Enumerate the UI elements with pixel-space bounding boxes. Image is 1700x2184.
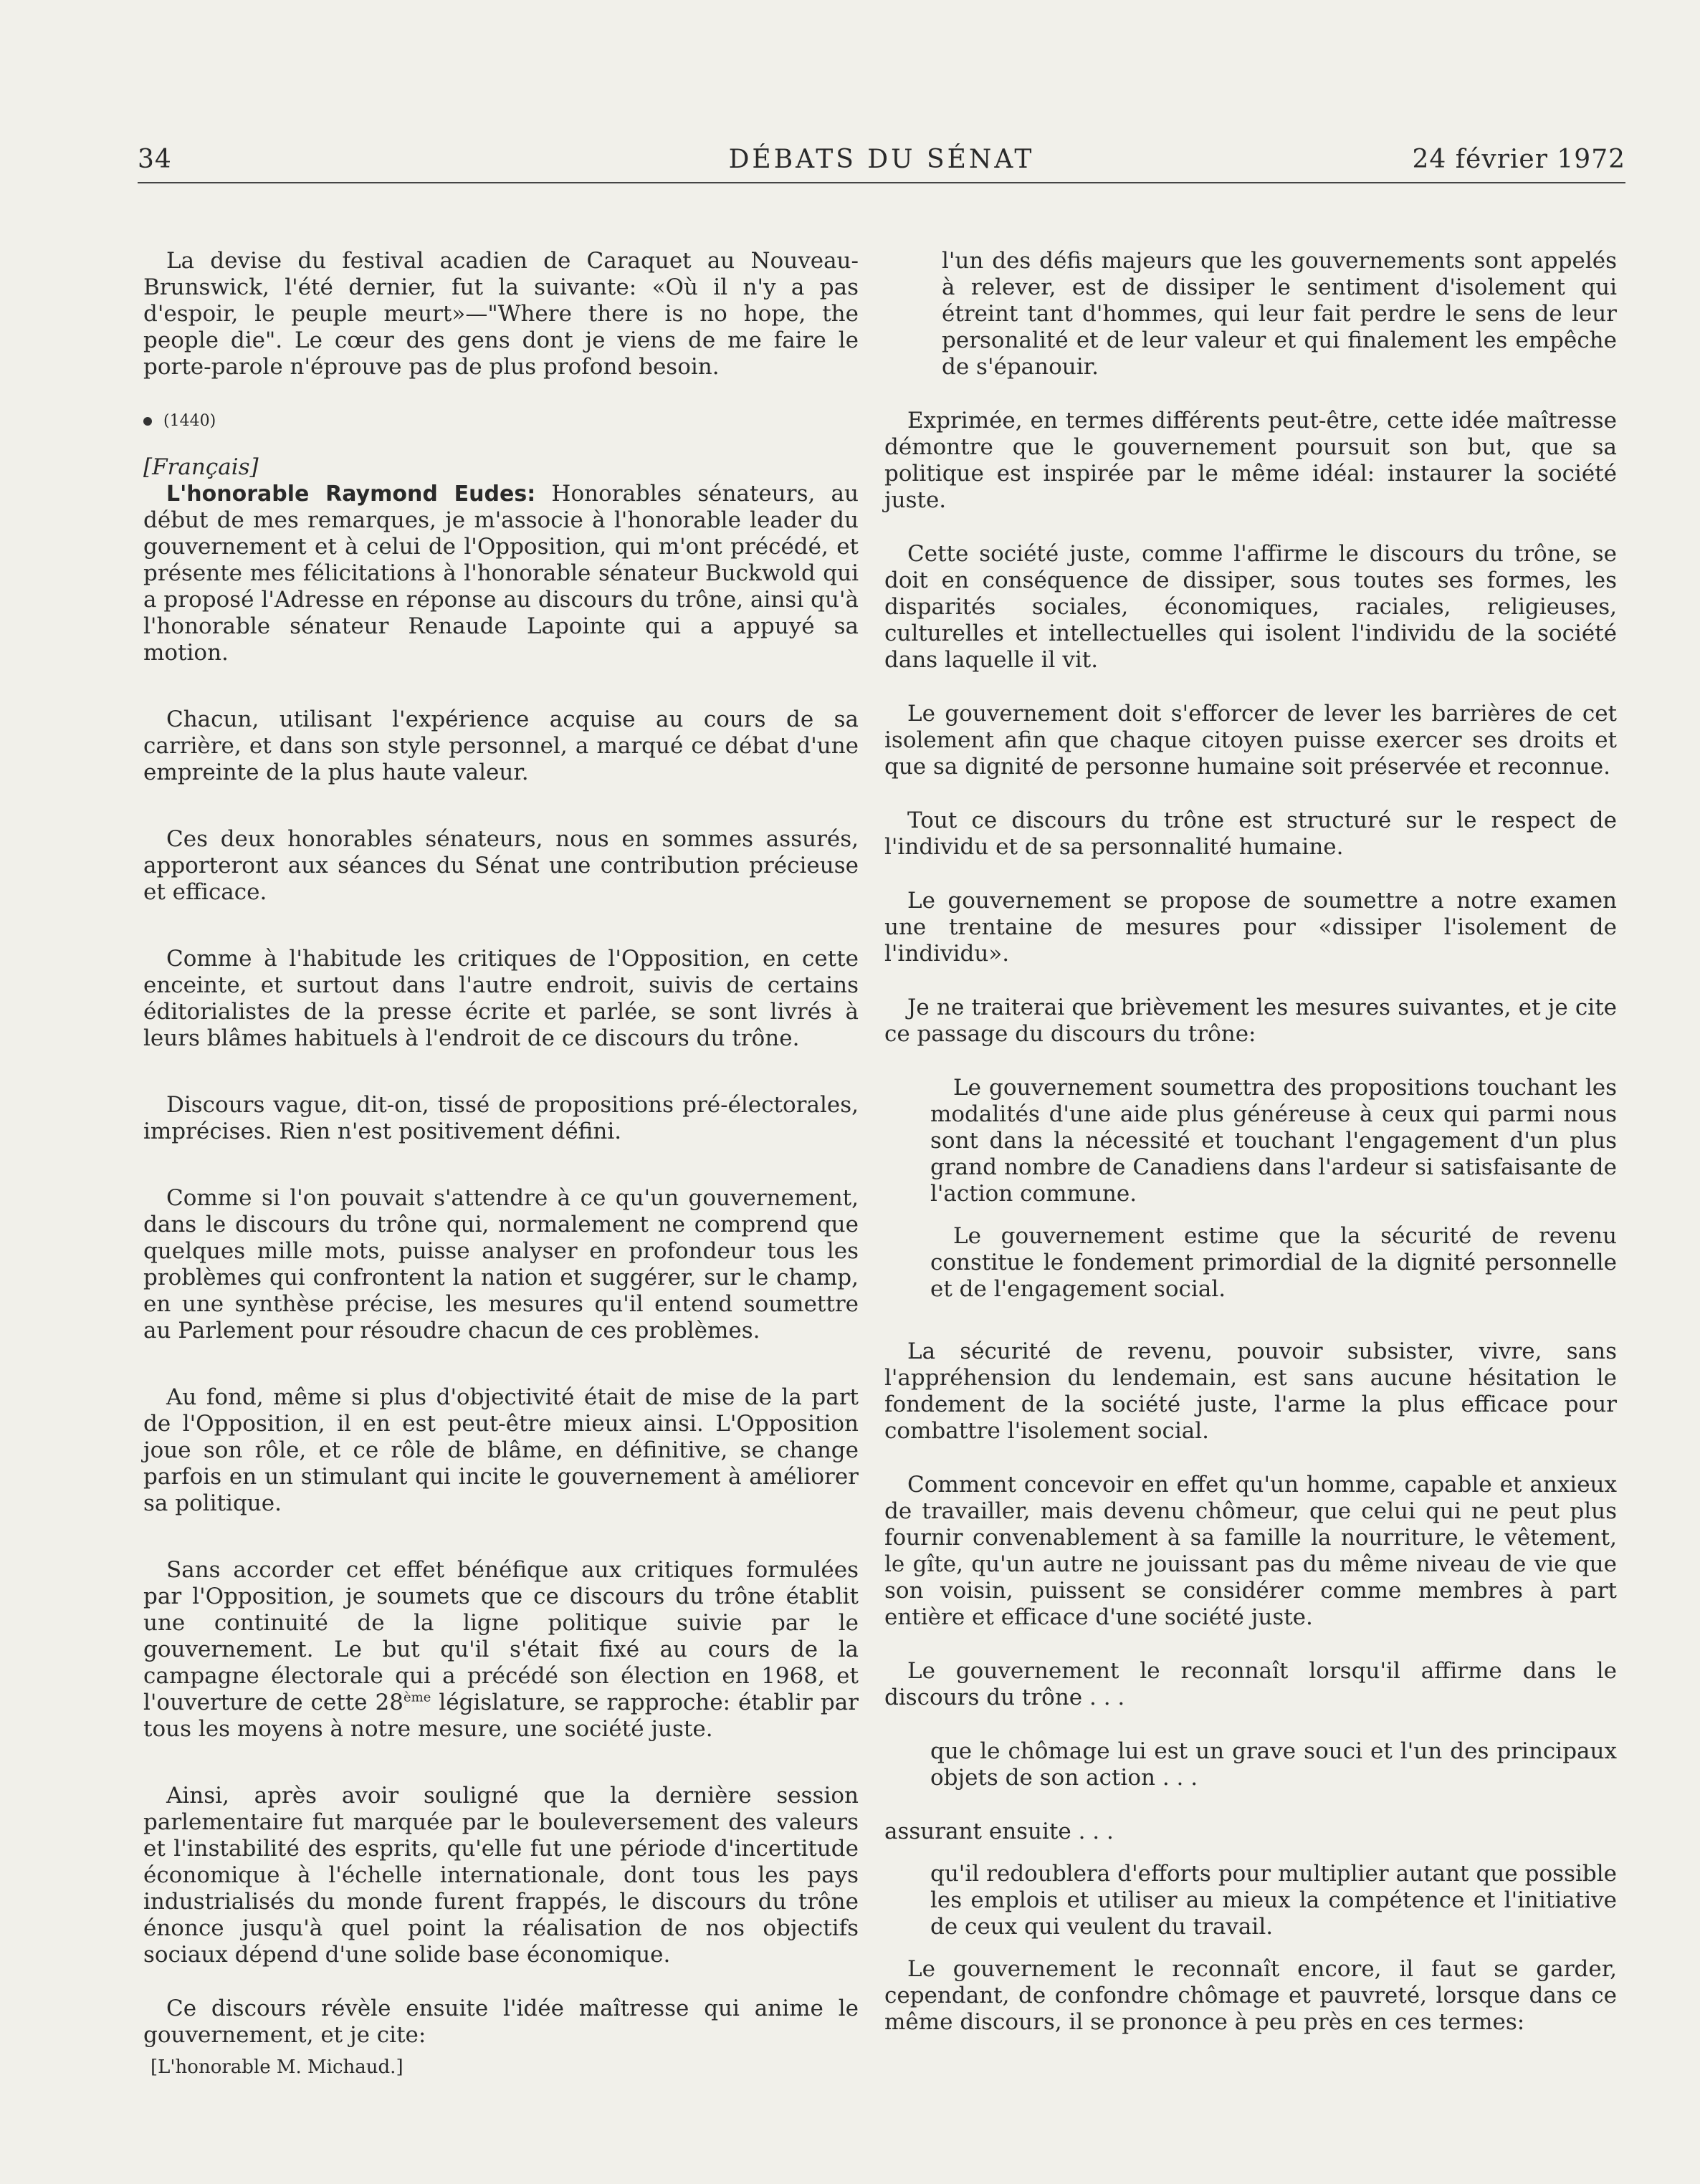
paragraph-text: législature, se rapproche: établir par tous les moyens à notre mesure, une société juste.	[143, 1690, 859, 1742]
paragraph: Le gouvernement le reconnaît lorsqu'il affirme dans le discours du trône . . .	[884, 1658, 1617, 1710]
page-number: 34	[138, 145, 172, 174]
paragraph: Comme à l'habitude les critiques de l'Opposition, en cette enceinte, et surtout dans l'autre endroit, suivis de certains éditorialistes de la presse écrite et parlée, se sont livrés à leurs blâmes habituels à l'endroit de ce discours du trône.	[143, 946, 859, 1051]
quotation: l'un des défis majeurs que les gouvernements sont appelés à relever, est de dissiper le sentiment d'isolement qui étreint tant d'hommes, qui leur fait perdre le sens de leur personalité et de leur valeur et qui finalement les empêche de s'épanouir.	[942, 248, 1617, 380]
paragraph: Comment concevoir en effet qu'un homme, capable et anxieux de travailler, mais devenu chômeur, que celui qui ne peut plus fournir convenablement à sa famille la nourriture, le vêtement, le gîte, qu'un autre ne jouissant pas du même niveau de vie que son voisin, puissent se considérer comme membres à part entière et efficace d'une société juste.	[884, 1472, 1617, 1630]
paragraph: Cette société juste, comme l'affirme le discours du trône, se doit en conséquence de dissiper, sous toutes ses formes, les disparités sociales, économiques, raciales, religieuses, culturelles et intellectuelles qui isolent l'individu de la société dans laquelle il vit.	[884, 541, 1617, 673]
paragraph: assurant ensuite . . .	[884, 1819, 1114, 1844]
paragraph: Le gouvernement le reconnaît encore, il faut se garder, cependant, de confondre chômage et pauvreté, lorsque dans ce même discours, il se prononce à peu près en ces termes:	[884, 1956, 1617, 2035]
paragraph	[143, 1557, 859, 1743]
quotation: que le chômage lui est un grave souci et l'un des principaux objets de son action . . .	[930, 1738, 1617, 1791]
paragraph: Je ne traiterai que brièvement les mesures suivantes, et je cite ce passage du discours du trône:	[884, 995, 1617, 1047]
paragraph: Discours vague, dit-on, tissé de propositions pré-électorales, imprécises. Rien n'est positivement défini.	[143, 1092, 859, 1144]
page-header	[138, 145, 1625, 183]
quotation: Le gouvernement estime que la sécurité de revenu constitue le fondement primordial de la dignité personnelle et de l'engagement social.	[930, 1223, 1617, 1302]
paragraph: Chacun, utilisant l'expérience acquise au cours de sa carrière, et dans son style personnel, a marqué ce débat d'une empreinte de la plus haute valeur.	[143, 707, 859, 785]
time-marker	[143, 408, 859, 434]
page-date: 24 février 1972	[1412, 145, 1625, 174]
speech-paragraph	[143, 481, 859, 666]
left-column	[143, 248, 859, 2108]
paragraph: Ainsi, après avoir souligné que la dernière session parlementaire fut marquée par le bouleversement des valeurs et l'instabilité des esprits, qu'elle fut une période d'incertitude économique à l'échelle internationale, dont tous les pays industrialisés du monde furent frappés, le discours du trône énonce jusqu'à quel point la réalisation de nos objectifs sociaux dépend d'une solide base économique.	[143, 1783, 859, 1968]
speaker-name: L'honorable Raymond Eudes:	[166, 482, 536, 507]
paragraph: Le gouvernement se propose de soumettre a notre examen une trentaine de mesures pour «dissiper l'isolement de l'individu».	[884, 888, 1617, 967]
speech-text: Honorables sénateurs, au début de mes remarques, je m'associe à l'honorable leader du gouvernement et à celui de l'Opposition, qui m'ont précédé, et présente mes félicitations à l'honorable sénateur Buckwold qui a proposé l'Adresse en réponse au discours du trône, ainsi qu'à l'honorable sénateur Renaude Lapointe qui a appuyé sa motion.	[143, 481, 859, 666]
speaker-footnote: [L'honorable M. Michaud.]	[151, 2056, 403, 2078]
quotation: qu'il redoublera d'efforts pour multiplier autant que possible les emplois et utiliser au mieux la compétence et l'initiative de ceux qui veulent du travail.	[930, 1861, 1617, 1940]
bullet-icon	[143, 417, 152, 426]
paragraph: Au fond, même si plus d'objectivité était de mise de la part de l'Opposition, il en est peut-être mieux ainsi. L'Opposition joue son rôle, et ce rôle de blâme, en définitive, se change parfois en un stimulant qui incite le gouvernement à améliorer sa politique.	[143, 1384, 859, 1516]
quotation: Le gouvernement soumettra des propositions touchant les modalités d'une aide plus généreuse à ceux qui parmi nous sont dans la nécessité et touchant l'engagement d'un plus grand nombre de Canadiens dans l'ardeur si satisfaisante de l'action commune.	[930, 1075, 1617, 1207]
ordinal-suffix: ème	[403, 1690, 431, 1705]
paragraph: La devise du festival acadien de Caraquet au Nouveau-Brunswick, l'été dernier, fut la suivante: «Où il n'y a pas d'espoir, le peuple meurt»—"Where there is no hope, the people die". Le cœur des gens dont je viens de me faire le porte-parole n'éprouve pas de plus profond besoin.	[143, 248, 859, 380]
language-tag: [Français]	[143, 454, 259, 480]
paragraph: Tout ce discours du trône est structuré sur le respect de l'individu et de sa personnalité humaine.	[884, 808, 1617, 860]
paragraph: Le gouvernement doit s'efforcer de lever les barrières de cet isolement afin que chaque citoyen puisse exercer ses droits et que sa dignité de personne humaine soit préservée et reconnue.	[884, 701, 1617, 780]
time-marker-text: (1440)	[163, 412, 216, 430]
right-column	[884, 248, 1617, 2063]
paragraph: Exprimée, en termes différents peut-être, cette idée maîtresse démontre que le gouvernement poursuit son but, que sa politique est inspirée par le même idéal: instaurer la société juste.	[884, 408, 1617, 513]
paragraph-text: Sans accorder cet effet bénéfique aux critiques formulées par l'Opposition, je soumets que ce discours du trône établit une continuité de la ligne politique suivie par le gouvernement. Le but qu'il s'était fixé au cours de la campagne électorale qui a précédé son élection en 1968, et l'ouverture de cette 28	[143, 1557, 859, 1715]
paragraph: Comme si l'on pouvait s'attendre à ce qu'un gouvernement, dans le discours du trône qui, normalement ne comprend que quelques mille mots, puisse analyser en profondeur tous les problèmes qui confrontent la nation et suggérer, sur le champ, en une synthèse précise, les mesures qu'il entend soumettre au Parlement pour résoudre chacun de ces problèmes.	[143, 1185, 859, 1344]
paragraph: Ce discours révèle ensuite l'idée maîtresse qui anime le gouvernement, et je cite:	[143, 1996, 859, 2048]
paragraph: La sécurité de revenu, pouvoir subsister, vivre, sans l'appréhension du lendemain, est sans aucune hésitation le fondement de la société juste, l'arme la plus efficace pour combattre l'isolement social.	[884, 1338, 1617, 1444]
publication-title: DÉBATS DU SÉNAT	[728, 145, 1035, 174]
paragraph: Ces deux honorables sénateurs, nous en sommes assurés, apporteront aux séances du Sénat une contribution précieuse et efficace.	[143, 826, 859, 905]
